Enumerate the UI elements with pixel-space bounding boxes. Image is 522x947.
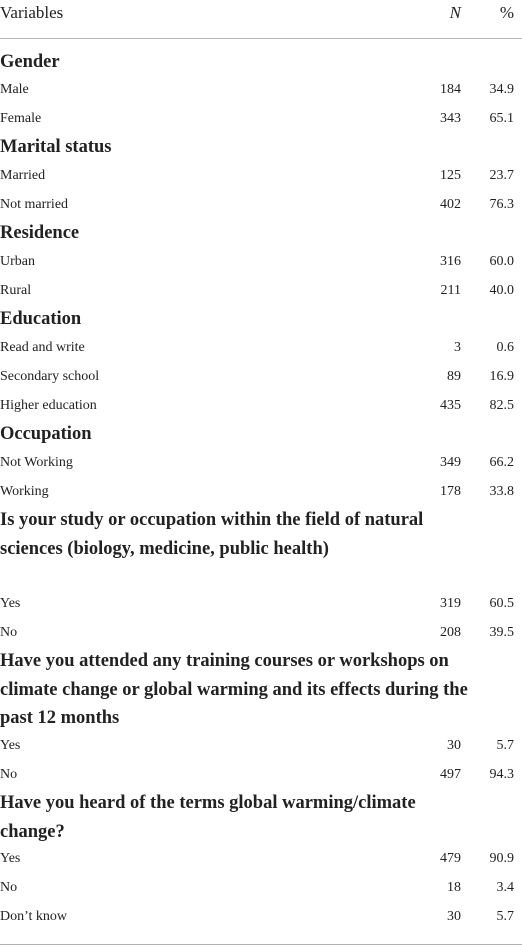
row-n: 125 [440,168,461,183]
group-title-marital-status: Marital status [0,137,112,157]
row-n: 89 [447,369,461,384]
row-n: 319 [440,596,461,611]
row-pct: 76.3 [489,197,514,212]
row-n: 18 [447,880,461,895]
row-pct: 33.8 [489,484,514,499]
table-row [0,369,522,397]
group-title-occupation: Occupation [0,424,92,444]
header-n: N [449,3,461,22]
row-label: No [0,625,18,640]
group-title-gender: Gender [0,52,60,72]
table-row [0,909,522,937]
group-title-natural-sciences: Is your study or occupation within the field of natural sciences (biology, medicine, public health) [0,510,424,559]
row-n: 479 [440,851,461,866]
table-row [0,254,522,282]
row-label: No [0,767,18,782]
table-row [0,340,522,368]
row-pct: 16.9 [489,369,514,384]
table-row [0,596,522,624]
header-variables: Variables [0,3,64,22]
row-n: 402 [440,197,461,212]
row-n: 30 [447,738,461,753]
row-pct: 60.0 [489,254,514,269]
row-label: Not Working [0,455,73,470]
row-label: Male [0,82,29,97]
row-n: 349 [440,455,461,470]
row-n: 30 [447,909,461,924]
table-row [0,455,522,483]
row-pct: 66.2 [489,455,514,470]
row-pct: 23.7 [489,168,514,183]
table-row [0,880,522,908]
row-pct: 65.1 [489,111,514,126]
group-title-education: Education [0,309,82,329]
table-row [0,738,522,766]
group-title-residence: Residence [0,223,80,243]
row-pct: 5.7 [496,738,514,753]
row-label: Yes [0,738,21,753]
row-n: 3 [454,340,461,355]
row-label: No [0,880,18,895]
row-n: 316 [440,254,461,269]
header-divider [0,38,522,39]
row-n: 211 [440,283,461,298]
row-label: Read and write [0,340,85,355]
row-label: Yes [0,851,21,866]
row-label: Not married [0,197,69,212]
row-n: 184 [440,82,461,97]
row-n: 435 [440,398,461,413]
row-n: 343 [440,111,461,126]
row-label: Married [0,168,46,183]
row-pct: 40.0 [489,283,514,298]
row-label: Don’t know [0,909,68,924]
header-percent: % [499,3,514,22]
row-label: Rural [0,283,32,298]
row-n: 208 [440,625,461,640]
bottom-divider [0,944,522,945]
row-pct: 34.9 [489,82,514,97]
row-n: 178 [440,484,461,499]
table-row [0,851,522,879]
row-pct: 60.5 [489,596,514,611]
group-title-heard-of-terms: Have you heard of the terms global warming/climate change? [0,793,416,842]
row-pct: 82.5 [489,398,514,413]
row-label: Working [0,484,49,499]
row-pct: 94.3 [489,767,514,782]
row-pct: 90.9 [489,851,514,866]
row-pct: 3.4 [496,880,514,895]
table-row [0,168,522,196]
row-n: 497 [440,767,461,782]
group-title-training-courses: Have you attended any training courses or workshops on climate change or global warming and its effects during the past 12 months [0,651,468,728]
row-label: Yes [0,596,21,611]
row-label: Secondary school [0,369,100,384]
table-row [0,82,522,110]
row-label: Higher education [0,398,97,413]
row-pct: 39.5 [489,625,514,640]
table-header [0,0,522,38]
row-label: Female [0,111,42,126]
row-pct: 0.6 [496,340,514,355]
row-label: Urban [0,254,35,269]
row-pct: 5.7 [496,909,514,924]
